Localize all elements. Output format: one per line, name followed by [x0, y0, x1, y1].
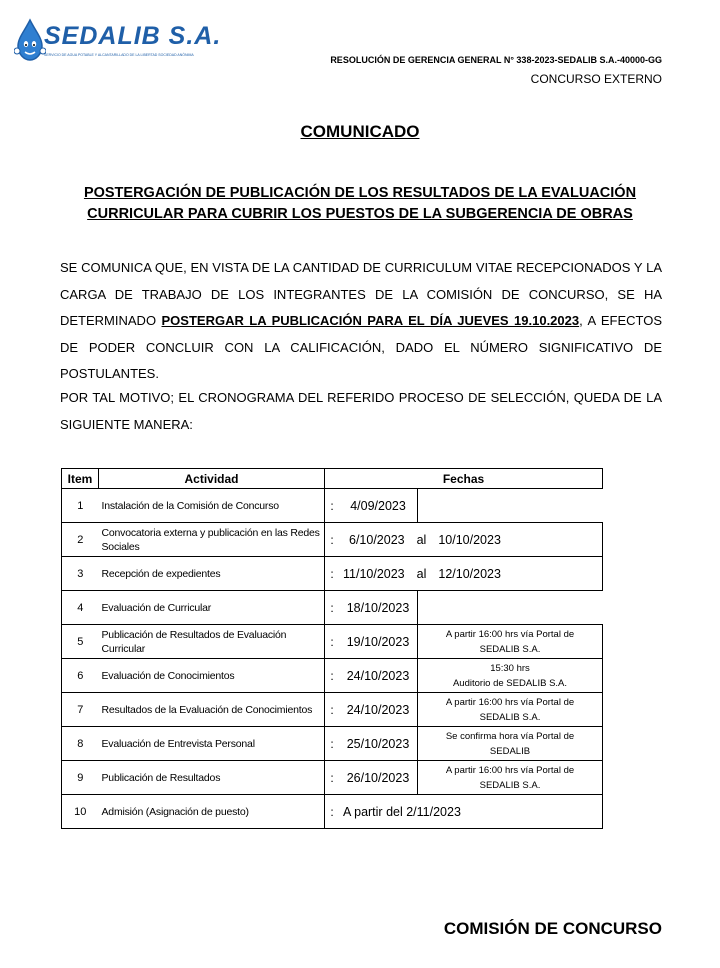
- row-colon: :: [325, 523, 340, 557]
- row-note: [418, 761, 603, 795]
- note-line-2: SEDALIB S.A.: [479, 711, 541, 723]
- row-colon: :: [325, 795, 340, 829]
- row-item: 6: [62, 659, 99, 693]
- note-line-1: A partir 16:00 hrs vía Portal de: [445, 764, 575, 776]
- paragraph-2: POR TAL MOTIVO; EL CRONOGRAMA DEL REFERIDO PROCESO DE SELECCIÓN, QUEDA DE LA SIGUIENTE MANERA:: [60, 390, 662, 432]
- table-row: [62, 795, 603, 829]
- row-date: 4/09/2023: [339, 489, 418, 523]
- header-item: Item: [62, 469, 99, 489]
- paragraph-1-highlight: POSTERGAR LA PUBLICACIÓN PARA EL DÍA JUEVES 19.10.2023: [161, 313, 580, 328]
- row-note: [418, 591, 603, 625]
- paragraph-1: [60, 255, 662, 388]
- table-header-row: [62, 469, 603, 489]
- table-row: [62, 523, 603, 557]
- note-line-2: Auditorio de SEDALIB S.A.: [452, 677, 568, 689]
- row-date-range: [339, 557, 603, 591]
- row-item: 3: [62, 557, 99, 591]
- row-activity: Publicación de Resultados de Evaluación Curricular: [99, 625, 325, 659]
- note-line-2: SEDALIB S.A.: [479, 779, 541, 791]
- table-row: [62, 693, 603, 727]
- row-note: [418, 659, 603, 693]
- paragraph-1-text-b: , A EFECTOS DE PODER CONCLUIR CON LA CALIFICACIÓN, DADO EL NÚMERO SIGNIFICATIVO DE POSTULANTES.: [60, 313, 663, 381]
- row-date: 19/10/2023: [339, 625, 418, 659]
- row-activity: Instalación de la Comisión de Concurso: [99, 489, 325, 523]
- water-drop-mascot-icon: [14, 18, 46, 62]
- page-title: COMUNICADO: [300, 122, 420, 141]
- note-line-1: A partir 16:00 hrs vía Portal de: [445, 628, 575, 640]
- row-date-start: 6/10/2023: [349, 532, 405, 547]
- row-activity: Evaluación de Curricular: [99, 591, 325, 625]
- row-colon: :: [325, 693, 340, 727]
- note-line-1: 15:30 hrs: [490, 662, 530, 674]
- note-line-1: Se confirma hora vía Portal de: [445, 730, 575, 742]
- row-date-connector: al: [416, 566, 427, 581]
- row-item: 5: [62, 625, 99, 659]
- row-colon: :: [325, 625, 340, 659]
- row-colon: :: [325, 489, 340, 523]
- row-item: 1: [62, 489, 99, 523]
- row-activity: Resultados de la Evaluación de Conocimientos: [99, 693, 325, 727]
- row-note: [418, 727, 603, 761]
- table-row: [62, 659, 603, 693]
- row-date: A partir del 2/11/2023: [343, 804, 461, 819]
- table-row: [62, 591, 603, 625]
- logo-subtext: SERVICIO DE AGUA POTABLE Y ALCANTARILLADO DE LA LIBERTAD SOCIEDAD ANÓNIMA: [44, 53, 194, 57]
- row-activity: Convocatoria externa y publicación en las Redes Sociales: [99, 523, 325, 557]
- note-line-2: SEDALIB S.A.: [479, 643, 541, 655]
- row-activity: Recepción de expedientes: [99, 557, 325, 591]
- row-date-connector: al: [416, 532, 427, 547]
- row-colon: :: [325, 557, 340, 591]
- header-activity: Actividad: [99, 469, 325, 489]
- row-date: 26/10/2023: [339, 761, 418, 795]
- subtitle-line-1: POSTERGACIÓN DE PUBLICACIÓN DE LOS RESULTADOS DE LA EVALUACIÓN: [83, 185, 637, 201]
- table-row: [62, 557, 603, 591]
- row-date: 24/10/2023: [339, 659, 418, 693]
- schedule-table: [61, 468, 603, 829]
- header-dates: Fechas: [325, 469, 603, 489]
- row-item: 10: [62, 795, 99, 829]
- table-row: [62, 489, 603, 523]
- row-activity: Evaluación de Conocimientos: [99, 659, 325, 693]
- row-date-range: [339, 795, 603, 829]
- row-item: 7: [62, 693, 99, 727]
- row-colon: :: [325, 761, 340, 795]
- logo-text: SEDALIB S.A.: [44, 22, 222, 50]
- row-note: [418, 625, 603, 659]
- row-date-start: 11/10/2023: [343, 566, 405, 581]
- subtitle: [40, 183, 680, 225]
- note-line-2: SEDALIB: [489, 745, 531, 757]
- row-colon: :: [325, 591, 340, 625]
- note-line-1: A partir 16:00 hrs vía Portal de: [445, 696, 575, 708]
- row-activity: Admisión (Asignación de puesto): [99, 795, 325, 829]
- row-date: 18/10/2023: [339, 591, 418, 625]
- row-colon: :: [325, 727, 340, 761]
- row-colon: :: [325, 659, 340, 693]
- row-date: 24/10/2023: [339, 693, 418, 727]
- row-item: 2: [62, 523, 99, 557]
- row-date-range: [339, 523, 603, 557]
- row-item: 4: [62, 591, 99, 625]
- row-date-end: 10/10/2023: [438, 532, 501, 547]
- row-activity: Evaluación de Entrevista Personal: [99, 727, 325, 761]
- signature-commission: COMISIÓN DE CONCURSO: [443, 919, 662, 938]
- row-date-end: 12/10/2023: [438, 566, 501, 581]
- row-item: 9: [62, 761, 99, 795]
- subtitle-line-2: CURRICULAR PARA CUBRIR LOS PUESTOS DE LA SUBGERENCIA DE OBRAS: [87, 206, 633, 222]
- resolution-number: RESOLUCIÓN DE GERENCIA GENERAL N° 338-2023-SEDALIB S.A.-40000-GG: [330, 55, 662, 65]
- table-row: [62, 727, 603, 761]
- row-item: 8: [62, 727, 99, 761]
- paragraph-1-text-a: SE COMUNICA QUE, EN VISTA DE LA CANTIDAD DE CURRICULUM VITAE RECEPCIONADOS Y LA CARGA DE TRABAJO DE LOS INTEGRANTES DE LA COMISIÓN DE CONCURSO, SE HA DETERMINADO: [60, 260, 662, 328]
- contest-type: CONCURSO EXTERNO: [530, 72, 662, 86]
- table-row: [62, 761, 603, 795]
- row-date: 25/10/2023: [339, 727, 418, 761]
- row-activity: Publicación de Resultados: [99, 761, 325, 795]
- row-note: [418, 489, 603, 523]
- table-row: [62, 625, 603, 659]
- row-note: [418, 693, 603, 727]
